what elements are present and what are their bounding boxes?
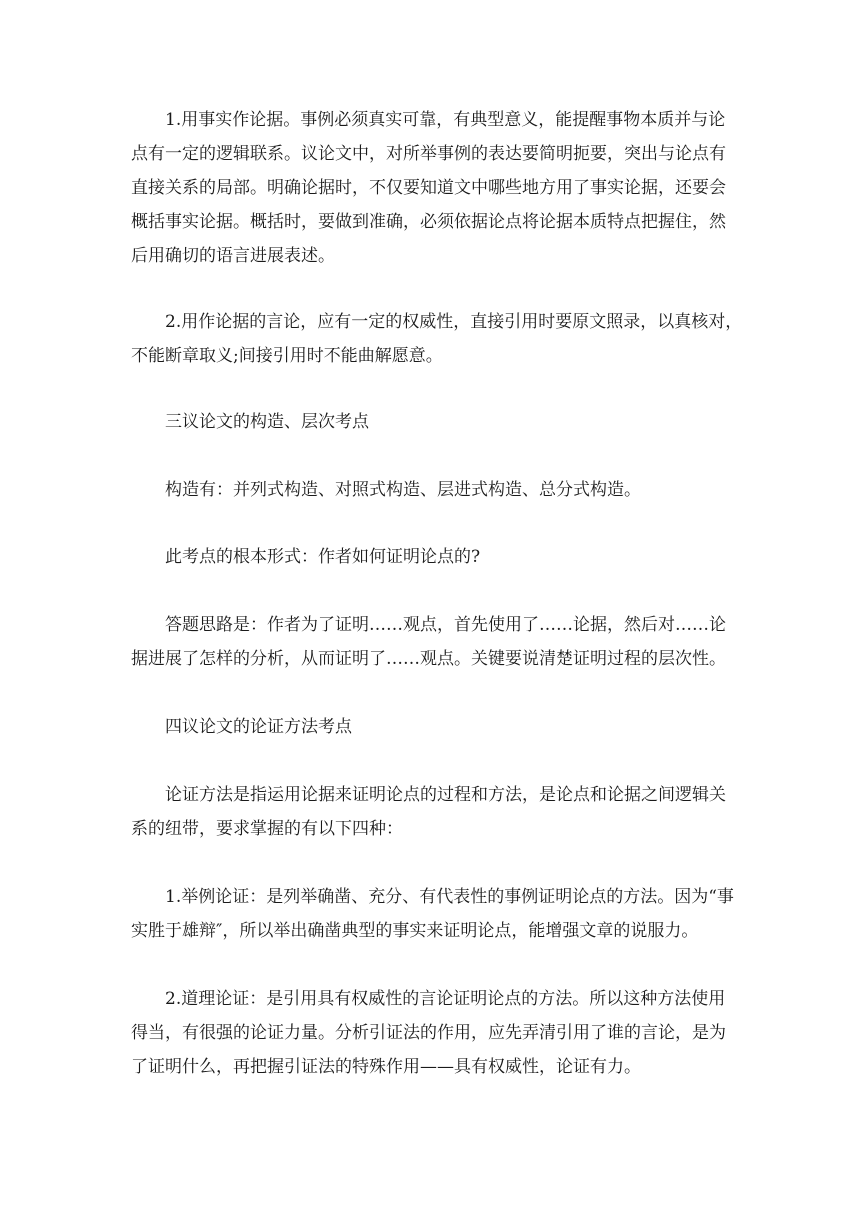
paragraph-answer-approach <box>131 608 731 676</box>
text-line: 此考点的根本形式：作者如何证明论点的? <box>165 547 481 567</box>
text-line: 2.道理论证：是引用具有权威性的言论证明论点的方法。所以这种方法使用 <box>165 989 726 1009</box>
text-line: 得当，有很强的论证力量。分析引证法的作用，应先弄清引用了谁的言论，是为 <box>131 1023 726 1043</box>
text-line: 构造有：并列式构造、对照式构造、层进式构造、总分式构造。 <box>165 480 641 500</box>
text-line: 1.用事实作论据。事例必须真实可靠，有典型意义，能提醒事物本质并与论 <box>165 110 726 130</box>
text-line: 系的纽带，要求掌握的有以下四种： <box>131 819 403 839</box>
paragraph-reasoning-argument <box>131 982 731 1084</box>
section-heading-structure <box>131 405 731 439</box>
text-line: 后用确切的语言进展表述。 <box>131 246 335 266</box>
text-line: 论证方法是指运用论据来证明论点的过程和方法，是论点和论据之间逻辑关 <box>165 785 726 805</box>
text-line: 答题思路是：作者为了证明……观点，首先使用了……论据，然后对……论 <box>165 615 726 635</box>
text-line: 三议论文的构造、层次考点 <box>165 412 369 432</box>
text-line: 了证明什么，再把握引证法的特殊作用——具有权威性，论证有力。 <box>131 1057 641 1077</box>
paragraph-example-argument <box>131 880 734 948</box>
text-line: 实胜于雄辩″，所以举出确凿典型的事实来证明论点，能增强文章的说服力。 <box>131 921 699 941</box>
text-line: 直接关系的局部。明确论据时，不仅要知道文中哪些地方用了事实论据，还要会 <box>131 178 726 198</box>
text-line: 概括事实论据。概括时，要做到准确，必须依据论点将论据本质特点把握住，然 <box>131 212 726 232</box>
text-line: 据进展了怎样的分析，从而证明了……观点。关键要说清楚证明过程的层次性。 <box>131 649 726 669</box>
text-line: 点有一定的逻辑联系。议论文中，对所举事例的表达要简明扼要，突出与论点有 <box>131 144 726 164</box>
paragraph-fact-evidence <box>131 103 731 273</box>
paragraph-basic-form <box>131 540 731 574</box>
text-line: 2.用作论据的言论，应有一定的权威性，直接引用时要原文照录，以真核对， <box>165 312 743 332</box>
paragraph-structure-types <box>131 473 731 507</box>
text-line: 1.举例论证：是列举确凿、充分、有代表性的事例证明论点的方法。因为“事 <box>165 887 734 907</box>
text-line: 四议论文的论证方法考点 <box>165 717 352 737</box>
text-line: 不能断章取义;间接引用时不能曲解愿意。 <box>131 346 443 366</box>
section-heading-argument-methods <box>131 710 731 744</box>
paragraph-quote-evidence <box>131 305 743 373</box>
paragraph-method-definition <box>131 778 731 846</box>
